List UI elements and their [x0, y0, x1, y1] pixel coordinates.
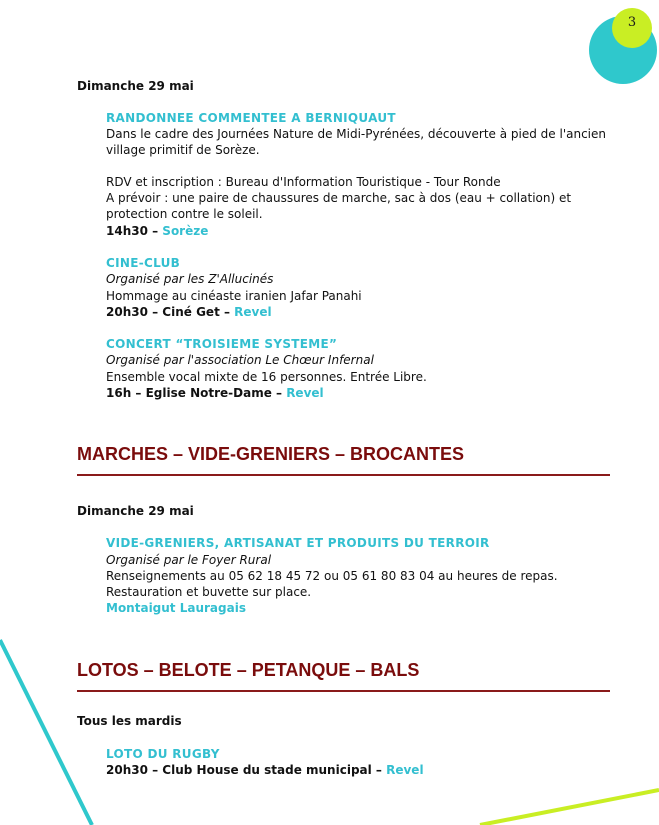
event-time-location [106, 304, 272, 320]
event-time: 20h30 – Club House du stade municipal – [106, 763, 387, 777]
event-description: Hommage au cinéaste iranien Jafar Panahi [106, 289, 362, 303]
section1-date: Dimanche 29 mai [77, 79, 194, 93]
event-organizer: Organisé par l'association Le Chœur Infernal [106, 353, 374, 367]
event-place: Montaigut Lauragais [106, 601, 246, 615]
event-time-location [106, 223, 208, 239]
event-desc-line: RDV et inscription : Bureau d'Information Touristique - Tour Ronde [106, 175, 501, 189]
event-desc-line: village primitif de Sorèze. [106, 143, 260, 157]
page-number: 3 [627, 15, 637, 30]
event-organizer: Organisé par les Z'Allucinés [106, 272, 274, 286]
event-organizer: Organisé par le Foyer Rural [106, 553, 272, 567]
event-desc-line: A prévoir : une paire de chaussures de marche, sac à dos (eau + collation) et [106, 191, 572, 205]
section-divider [77, 474, 610, 476]
event-title-concert: CONCERT “TROISIEME SYSTEME” [106, 337, 338, 351]
event-desc-line: Dans le cadre des Journées Nature de Midi-Pyrénées, découverte à pied de l'ancien [106, 127, 607, 141]
event-place: Revel [234, 305, 272, 319]
event-time: 16h – Eglise Notre-Dame – [106, 386, 287, 400]
event-time: 14h30 – [106, 224, 163, 238]
section-divider [77, 690, 610, 692]
section-heading-lotos: LOTOS – BELOTE – PETANQUE – BALS [77, 660, 420, 680]
event-time-location [106, 762, 424, 778]
section3-date: Tous les mardis [77, 714, 182, 728]
event-title-loto: LOTO DU RUGBY [106, 747, 220, 761]
event-desc-line: protection contre le soleil. [106, 207, 263, 221]
event-title-randonnee: RANDONNEE COMMENTEE A BERNIQUAUT [106, 111, 396, 125]
event-desc-line: Renseignements au 05 62 18 45 72 ou 05 61 80 83 04 au heures de repas. [106, 569, 558, 583]
section-heading-marches: MARCHES – VIDE-GRENIERS – BROCANTES [77, 444, 465, 464]
event-time: 20h30 – Ciné Get – [106, 305, 235, 319]
event-place: Sorèze [162, 224, 209, 238]
event-desc-line: Restauration et buvette sur place. [106, 585, 312, 599]
event-time-location [106, 385, 324, 401]
event-place: Revel [286, 386, 324, 400]
event-place: Revel [386, 763, 424, 777]
lime-diagonal-line [480, 790, 659, 825]
section2-date: Dimanche 29 mai [77, 504, 194, 518]
event-title-cineclub: CINE-CLUB [106, 256, 181, 270]
event-title-vide-greniers: VIDE-GRENIERS, ARTISANAT ET PRODUITS DU TERROIR [106, 536, 490, 550]
event-description: Ensemble vocal mixte de 16 personnes. Entrée Libre. [106, 370, 427, 384]
